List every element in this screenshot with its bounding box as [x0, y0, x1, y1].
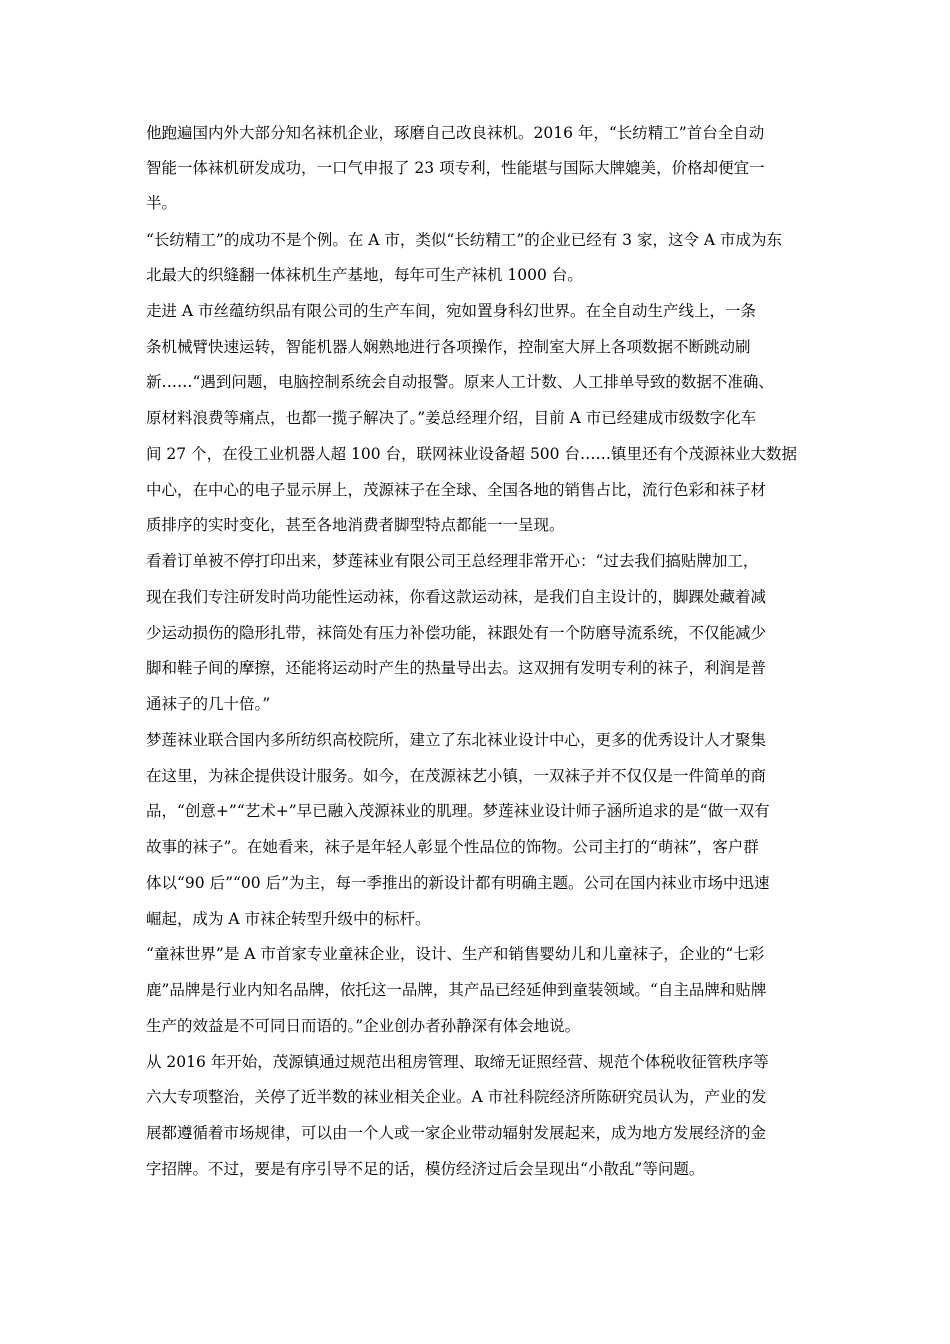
- text-line: 生产的效益是不可同日而语的。”企业创办者孙静深有体会地说。: [146, 1017, 581, 1035]
- text-line: 智能一体袜机研发成功，一口气申报了 23 项专利，性能堪与国际大牌媲美，价格却便宜一: [146, 159, 765, 177]
- text-line: 梦莲袜业联合国内多所纺织高校院所，建立了东北袜业设计中心，更多的优秀设计人才聚集: [146, 731, 767, 749]
- text-line: 崛起，成为 A 市袜企转型升级中的标杆。: [146, 910, 431, 928]
- text-line: 走进 A 市丝蕴纺织品有限公司的生产车间，宛如置身科幻世界。在全自动生产线上，一条: [146, 302, 757, 320]
- text-line: 看着订单被不停打印出来，梦莲袜业有限公司王总经理非常开心：“过去我们搞贴牌加工，: [146, 552, 759, 570]
- text-line: 现在我们专注研发时尚功能性运动袜，你看这款运动袜，是我们自主设计的，脚踝处藏着减: [146, 588, 767, 606]
- text-line: 鹿”品牌是行业内知名品牌，依托这一品牌，其产品已经延伸到童装领域。“自主品牌和贴牌: [146, 981, 767, 999]
- text-line: 脚和鞋子间的摩擦，还能将运动时产生的热量导出去。这双拥有发明专利的袜子，利润是普: [146, 659, 767, 677]
- text-line: 他跑遍国内外大部分知名袜机企业，琢磨自己改良袜机。2016 年，“长纺精工”首台全自动: [146, 124, 765, 142]
- text-line: 新……“遇到问题，电脑控制系统会自动报警。原来人工计数、人工排单导致的数据不准确、: [146, 373, 774, 391]
- text-line: 半。: [146, 194, 178, 212]
- text-line: 通袜子的几十倍。”: [146, 695, 271, 713]
- text-line: 中心，在中心的电子显示屏上，茂源袜子在全球、全国各地的销售占比，流行色彩和袜子材: [146, 481, 767, 499]
- text-line: 体以“90 后”“00 后”为主，每一季推出的新设计都有明确主题。公司在国内袜业市场中迅速: [146, 874, 770, 892]
- text-line: 间 27 个，在役工业机器人超 100 台，联网袜业设备超 500 台……镇里还有个茂源袜业大数据: [146, 445, 797, 463]
- text-line: 北最大的织缝翻一体袜机生产基地，每年可生产袜机 1000 台。: [146, 266, 583, 284]
- text-line: “长纺精工”的成功不是个例。在 A 市，类似“长纺精工”的企业已经有 3 家，这令 A 市成为东: [146, 231, 783, 249]
- text-line: 原材料浪费等痛点，也都一揽子解决了。”姜总经理介绍，目前 A 市已经建成市级数字化车: [146, 409, 757, 427]
- text-line: 条机械臂快速运转，智能机器人娴熟地进行各项操作，控制室大屏上各项数据不断跳动刷: [146, 338, 751, 356]
- text-line: “童袜世界”是 A 市首家专业童袜企业，设计、生产和销售婴幼儿和儿童袜子，企业的“七彩: [146, 945, 765, 963]
- text-line: 故事的袜子”。在她看来，袜子是年轻人彰显个性品位的饰物。公司主打的“萌袜”，客户群: [146, 838, 759, 856]
- text-line: 从 2016 年开始，茂源镇通过规范出租房管理、取缔无证照经营、规范个体税收征管秩序等: [146, 1053, 769, 1071]
- text-line: 展都遵循着市场规律，可以由一个人或一家企业带动辐射发展起来，成为地方发展经济的金: [146, 1124, 767, 1142]
- text-line: 六大专项整治，关停了近半数的袜业相关企业。A 市社科院经济所陈研究员认为，产业的发: [146, 1088, 767, 1106]
- text-line: 在这里，为袜企提供设计服务。如今，在茂源袜艺小镇，一双袜子并不仅仅是一件简单的商: [146, 767, 767, 785]
- text-line: 少运动损伤的隐形扎带，袜筒处有压力补偿功能，袜跟处有一个防磨导流系统，不仅能减少: [146, 624, 767, 642]
- text-line: 品，“创意+”“艺术+”早已融入茂源袜业的肌理。梦莲袜业设计师子涵所追求的是“做一双有: [146, 802, 770, 820]
- text-line: 字招牌。不过，要是有序引导不足的话，模仿经济过后会呈现出“小散乱”等问题。: [146, 1160, 705, 1178]
- text-line: 质排序的实时变化，甚至各地消费者脚型特点都能一一呈现。: [146, 516, 565, 534]
